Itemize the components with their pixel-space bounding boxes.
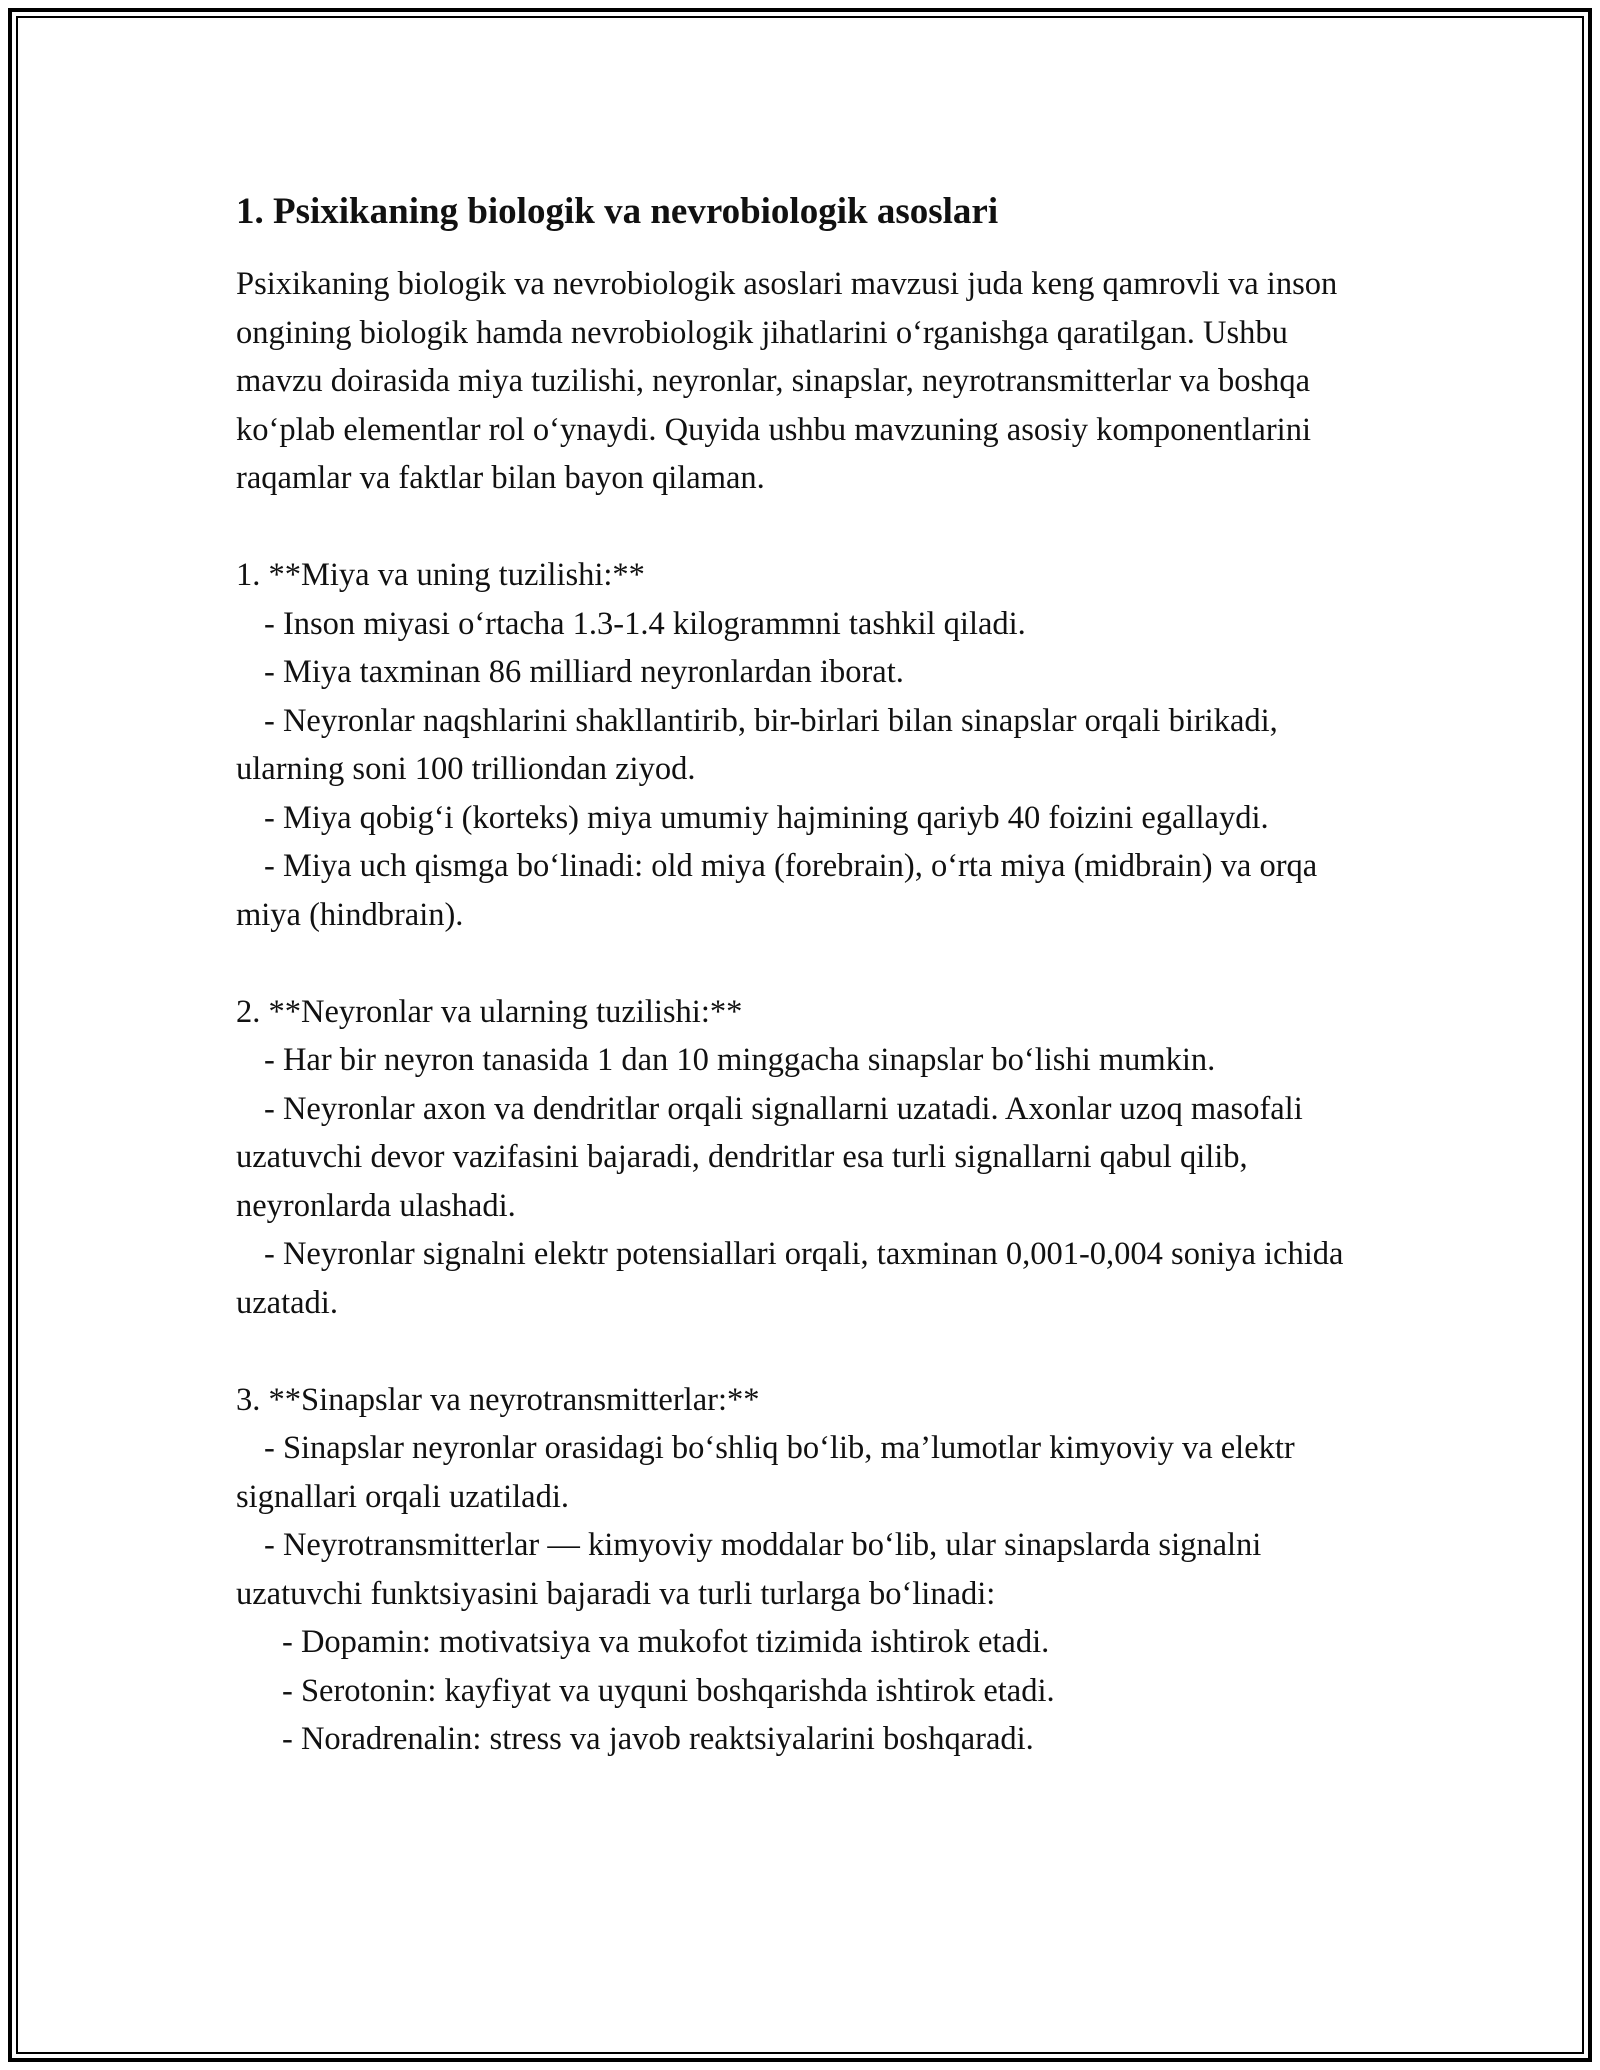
list-item: - Miya taxminan 86 milliard neyronlardan iborat. <box>264 654 904 690</box>
list-item: - Inson miyasi o‘rtacha 1.3-1.4 kilogrammni tashkil qiladi. <box>264 605 1026 642</box>
list-item: - Har bir neyron tanasida 1 dan 10 minggacha sinapslar bo‘lishi mumkin. <box>264 1042 1216 1078</box>
spacer <box>236 1327 1366 1376</box>
list-item: - Neyronlar signalni elektr potensiallari orqali, taxminan 0,001-0,004 soniya ichida uzatadi. <box>236 1236 1344 1321</box>
spacer <box>236 503 1366 552</box>
sub-list-item: - Noradrenalin: stress va javob reaktsiyalarini boshqaradi. <box>282 1721 1034 1757</box>
list-item: - Neyronlar axon va dendritlar orqali signallarni uzatadi. Axonlar uzoq masofali uzatuvchi devor vazifasini bajaradi, dendritlar esa turli signallarni qabul qilib, neyronlarda ulashadi. <box>236 1090 1303 1224</box>
list-item: - Neyronlar naqshlarini shakllantirib, bir-birlari bilan sinapslar orqali birikadi, ularning soni 100 trilliondan ziyod. <box>236 702 1278 787</box>
intro-paragraph: Psixikaning biologik va nevrobiologik asoslari mavzusi juda keng qamrovli va inson ongining biologik hamda nevrobiologik jihatlarini o‘rganishga qaratilgan. Ushbu mavzu doirasida miya tuzilishi, neyronlar, sinapslar, neyrotransmitterlar va boshqa ko‘plab elementlar rol o‘ynaydi. Quyida ushbu mavzuning asosiy komponentlarini raqamlar va faktlar bilan bayon qilaman. <box>236 266 1338 496</box>
section-title-synapses: 3. **Sinapslar va neyrotransmitterlar:** <box>236 1381 760 1418</box>
list-item: - Miya qobig‘i (korteks) miya umumiy hajmining qariyb 40 foizini egallaydi. <box>264 799 1269 836</box>
spacer <box>236 939 1366 988</box>
list-item: - Miya uch qismga bo‘linadi: old miya (forebrain), o‘rta miya (midbrain) va orqa miya (hindbrain). <box>236 848 1318 933</box>
document-body <box>236 188 1366 1764</box>
sub-list-item: - Serotonin: kayfiyat va uyquni boshqarishda ishtirok etadi. <box>282 1672 1055 1709</box>
sub-list-item: - Dopamin: motivatsiya va mukofot tizimida ishtirok etadi. <box>282 1624 1050 1660</box>
section-title-brain: 1. **Miya va uning tuzilishi:** <box>236 557 645 593</box>
list-item: - Neyrotransmitterlar — kimyoviy moddalar bo‘lib, ular sinapslarda signalni uzatuvchi funktsiyasini bajaradi va turli turlarga bo‘linadi: <box>236 1527 1262 1612</box>
list-item: - Sinapslar neyronlar orasidagi bo‘shliq bo‘lib, ma’lumotlar kimyoviy va elektr signallari orqali uzatiladi. <box>236 1430 1295 1515</box>
section-title-neurons: 2. **Neyronlar va ularning tuzilishi:** <box>236 993 743 1030</box>
document-heading: 1. Psixikaning biologik va nevrobiologik asoslari <box>236 191 999 232</box>
